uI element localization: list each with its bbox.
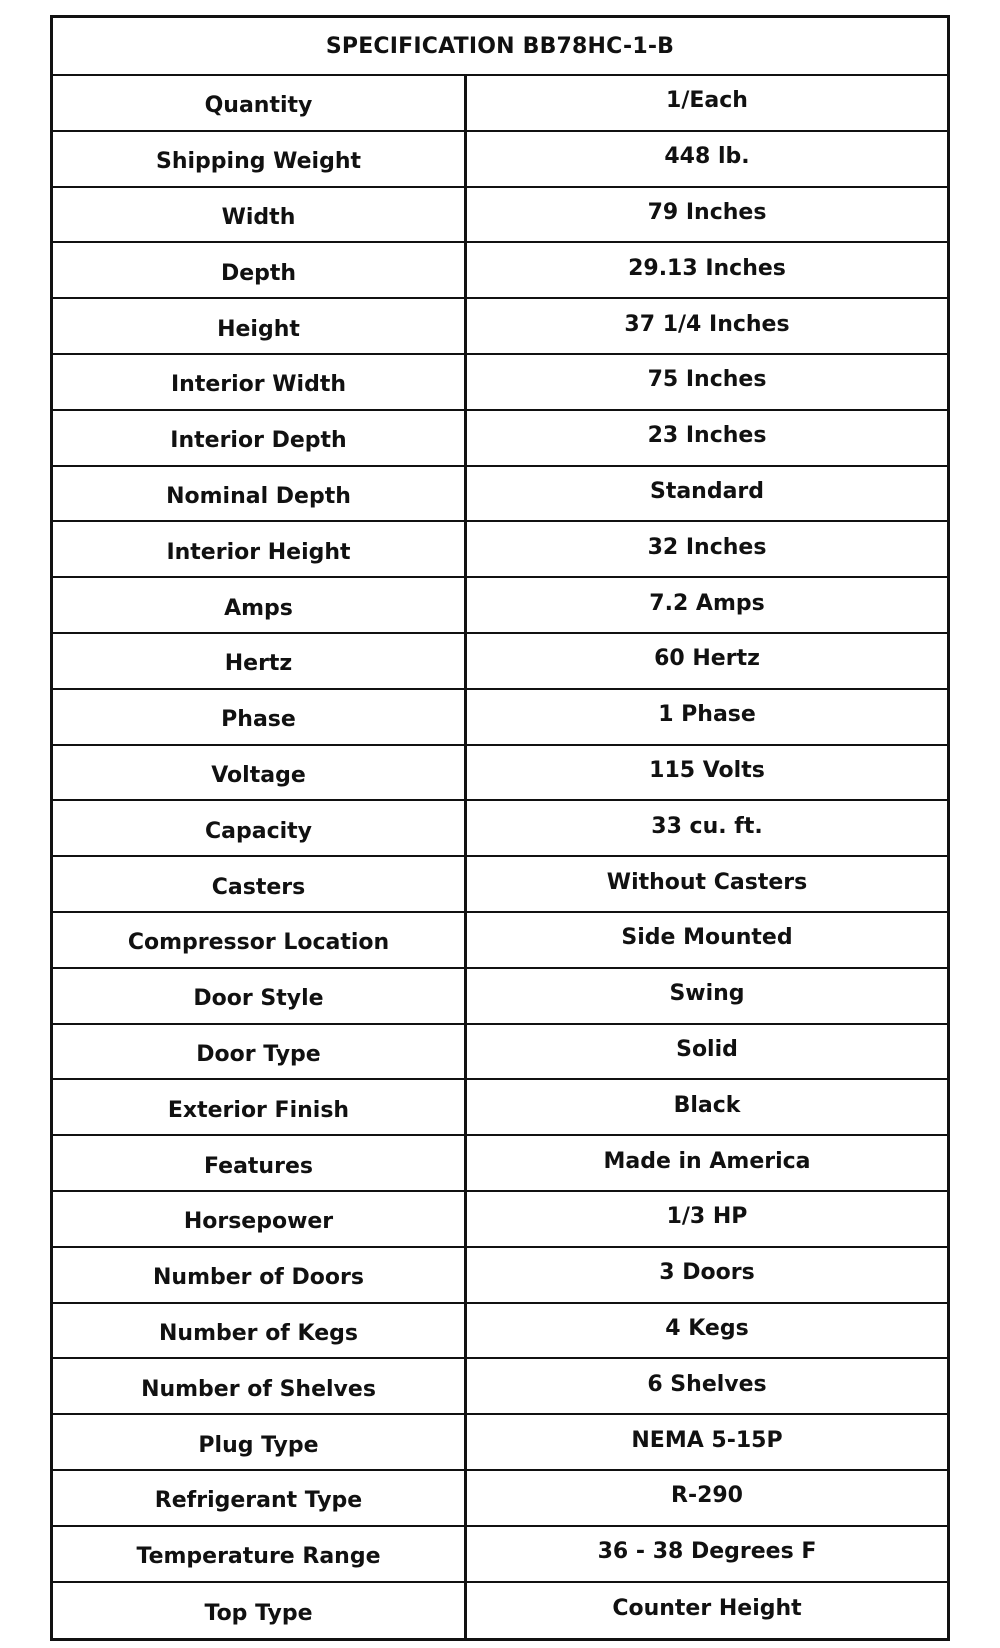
spec-value: 32 Inches — [647, 534, 767, 560]
spec-label: Depth — [53, 243, 467, 297]
spec-label: Plug Type — [53, 1415, 467, 1469]
table-row — [53, 1527, 947, 1583]
table-row — [53, 913, 947, 969]
table-row — [53, 1192, 947, 1248]
spec-label: Amps — [53, 578, 467, 632]
spec-label: Number of Kegs — [53, 1304, 467, 1358]
table-row — [53, 467, 947, 523]
spec-value: 29.13 Inches — [628, 255, 786, 281]
spec-label: Number of Doors — [53, 1248, 467, 1302]
spec-value: Made in America — [603, 1148, 811, 1174]
spec-label: Voltage — [53, 746, 467, 800]
table-row — [53, 969, 947, 1025]
table-row — [53, 132, 947, 188]
spec-label: Interior Height — [53, 522, 467, 576]
table-row — [53, 1136, 947, 1192]
spec-value: Black — [673, 1092, 741, 1118]
spec-value: 60 Hertz — [654, 646, 760, 672]
table-body — [53, 76, 947, 1638]
spec-value: 37 1/4 Inches — [624, 311, 790, 337]
table-row — [53, 1025, 947, 1081]
spec-value: 448 lb. — [664, 144, 750, 170]
spec-value: NEMA 5-15P — [631, 1427, 783, 1453]
table-row — [53, 857, 947, 913]
spec-label: Exterior Finish — [53, 1080, 467, 1134]
spec-value: Without Casters — [606, 869, 808, 895]
table-row — [53, 578, 947, 634]
spec-label: Shipping Weight — [53, 132, 467, 186]
spec-label: Number of Shelves — [53, 1359, 467, 1413]
table-row — [53, 746, 947, 802]
table-row — [53, 299, 947, 355]
spec-label: Compressor Location — [53, 913, 467, 967]
spec-value: Counter Height — [612, 1595, 802, 1621]
spec-label: Interior Depth — [53, 411, 467, 465]
spec-label: Phase — [53, 690, 467, 744]
spec-label: Top Type — [53, 1583, 467, 1639]
table-row — [53, 690, 947, 746]
spec-value: 75 Inches — [647, 367, 767, 393]
table-row — [53, 1471, 947, 1527]
spec-label: Nominal Depth — [53, 467, 467, 521]
table-row — [53, 522, 947, 578]
table-title: SPECIFICATION BB78HC-1-B — [53, 18, 947, 76]
spec-label: Height — [53, 299, 467, 353]
spec-value: 79 Inches — [647, 199, 767, 225]
table-row — [53, 411, 947, 467]
spec-label: Interior Width — [53, 355, 467, 409]
table-row — [53, 1359, 947, 1415]
spec-value: Solid — [676, 1036, 738, 1062]
table-row — [53, 1304, 947, 1360]
spec-label: Horsepower — [53, 1192, 467, 1246]
spec-value: Standard — [649, 478, 765, 504]
table-row — [53, 801, 947, 857]
spec-label: Features — [53, 1136, 467, 1190]
table-row — [53, 355, 947, 411]
spec-value: R-290 — [671, 1483, 743, 1509]
spec-label: Door Style — [53, 969, 467, 1023]
spec-value: Swing — [669, 981, 745, 1007]
spec-value: 36 - 38 Degrees F — [597, 1539, 817, 1565]
table-row — [53, 1080, 947, 1136]
spec-value: 7.2 Amps — [649, 590, 765, 616]
spec-label: Refrigerant Type — [53, 1471, 467, 1525]
spec-value: Side Mounted — [621, 925, 793, 951]
spec-value: 33 cu. ft. — [651, 813, 763, 839]
spec-value: 1/Each — [666, 88, 748, 114]
table-row — [53, 188, 947, 244]
table-row — [53, 76, 947, 132]
spec-value: 115 Volts — [649, 757, 765, 783]
spec-label: Capacity — [53, 801, 467, 855]
spec-label: Width — [53, 188, 467, 242]
spec-value: 1 Phase — [658, 702, 756, 728]
spec-value: 23 Inches — [647, 423, 767, 449]
spec-value: 6 Shelves — [647, 1371, 767, 1397]
spec-label: Temperature Range — [53, 1527, 467, 1581]
spec-value: 4 Kegs — [665, 1315, 749, 1341]
table-row — [53, 1583, 947, 1639]
table-row — [53, 243, 947, 299]
spec-label: Hertz — [53, 634, 467, 688]
spec-value: 1/3 HP — [666, 1204, 748, 1230]
table-row — [53, 1248, 947, 1304]
table-row — [53, 1415, 947, 1471]
specification-table — [50, 15, 950, 1641]
table-row — [53, 634, 947, 690]
spec-label: Door Type — [53, 1025, 467, 1079]
spec-label: Quantity — [53, 76, 467, 130]
spec-label: Casters — [53, 857, 467, 911]
spec-value: 3 Doors — [659, 1260, 755, 1286]
